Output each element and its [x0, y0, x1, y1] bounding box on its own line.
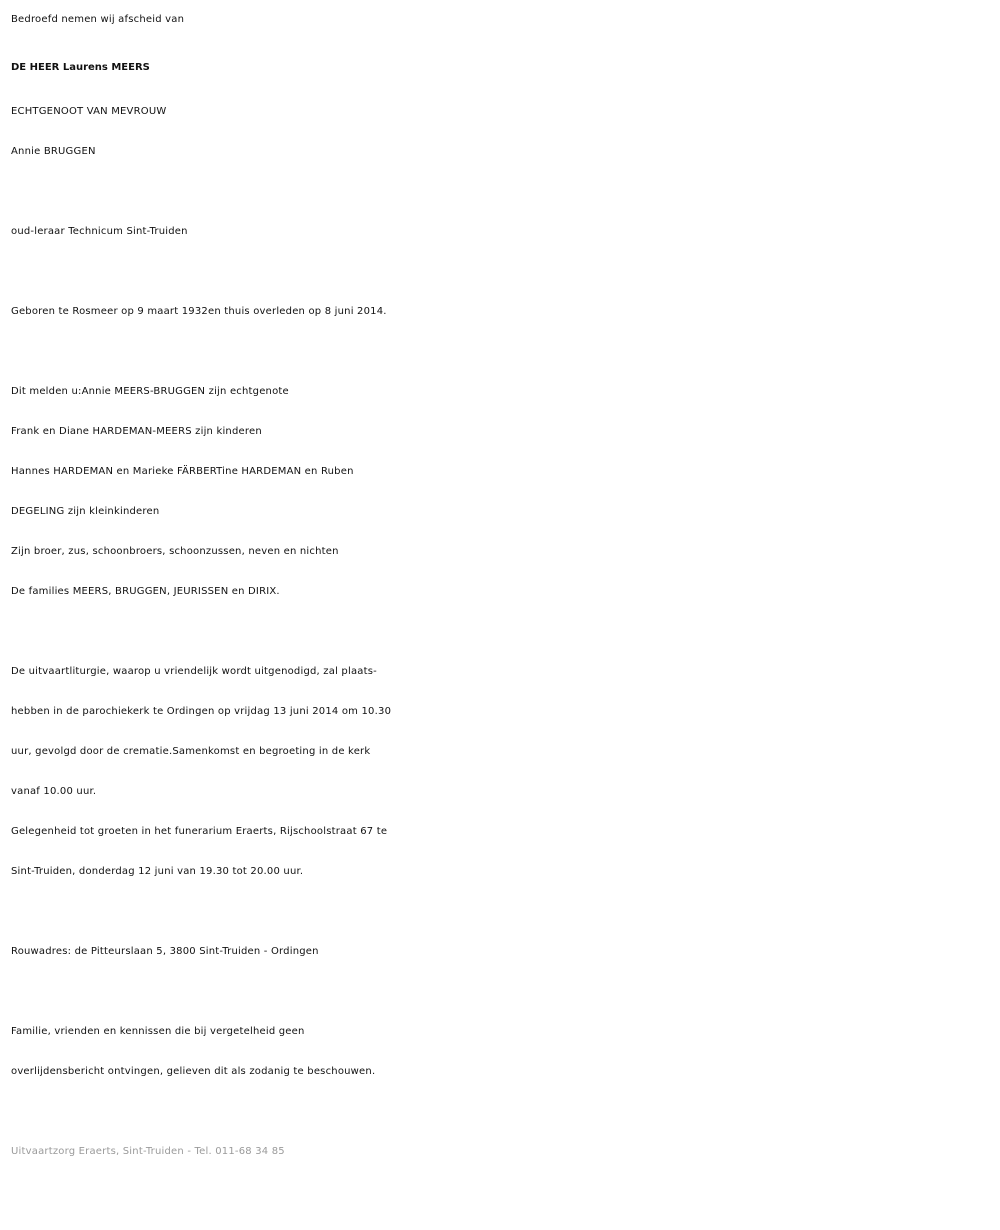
intro-text: Bedroefd nemen wij afscheid van: [11, 14, 185, 25]
funeral-line: De uitvaartliturgie, waarop u vriendelijk wordt uitgenodigd, zal plaats-: [11, 666, 377, 677]
funeral-line: Gelegenheid tot groeten in het funerarium Eraerts, Rijschoolstraat 67 te: [11, 826, 388, 837]
family-line: DEGELING zijn kleinkinderen: [11, 506, 160, 517]
birth-death-text: Geboren te Rosmeer op 9 maart 1932en thuis overleden op 8 juni 2014.: [11, 306, 387, 317]
spacer: [11, 972, 991, 1012]
obituary-notice: [11, 0, 991, 1172]
funeral-line: hebben in de parochiekerk te Ordingen op vrijdag 13 juni 2014 om 10.30: [11, 706, 392, 717]
family-list: [11, 372, 991, 612]
funeral-line: uur, gevolgd door de crematie.Samenkomst en begroeting in de kerk: [11, 746, 371, 757]
deceased-name: DE HEER Laurens MEERS: [11, 62, 150, 73]
family-line: Hannes HARDEMAN en Marieke FÄRBERTine HARDEMAN en Ruben: [11, 466, 354, 477]
family-line: De families MEERS, BRUGGEN, JEURISSEN en DIRIX.: [11, 586, 280, 597]
funeral-line: vanaf 10.00 uur.: [11, 786, 97, 797]
occupation-text: oud-leraar Technicum Sint-Truiden: [11, 226, 188, 237]
closing-line: Familie, vrienden en kennissen die bij vergetelheid geen: [11, 1026, 305, 1037]
family-line: Frank en Diane HARDEMAN-MEERS zijn kinderen: [11, 426, 262, 437]
funeral-line: Sint-Truiden, donderdag 12 juni van 19.30 tot 20.00 uur.: [11, 866, 304, 877]
closing-note: [11, 1012, 991, 1092]
spacer: [11, 612, 991, 652]
spouse-relation: ECHTGENOOT VAN MEVROUW: [11, 106, 167, 117]
family-line: Dit melden u:Annie MEERS-BRUGGEN zijn echtgenote: [11, 386, 289, 397]
funeral-home-footer: Uitvaartzorg Eraerts, Sint-Truiden - Tel. 011-68 34 85: [11, 1146, 285, 1157]
spacer: [11, 892, 991, 932]
spacer: [11, 1092, 991, 1132]
spacer: [11, 252, 991, 292]
mourning-address: Rouwadres: de Pitteurslaan 5, 3800 Sint-Truiden - Ordingen: [11, 946, 319, 957]
family-line: Zijn broer, zus, schoonbroers, schoonzussen, neven en nichten: [11, 546, 339, 557]
spacer: [11, 172, 991, 212]
spouse-name: Annie BRUGGEN: [11, 146, 96, 157]
funeral-details: [11, 652, 991, 892]
closing-line: overlijdensbericht ontvingen, gelieven dit als zodanig te beschouwen.: [11, 1066, 376, 1077]
spacer: [11, 332, 991, 372]
